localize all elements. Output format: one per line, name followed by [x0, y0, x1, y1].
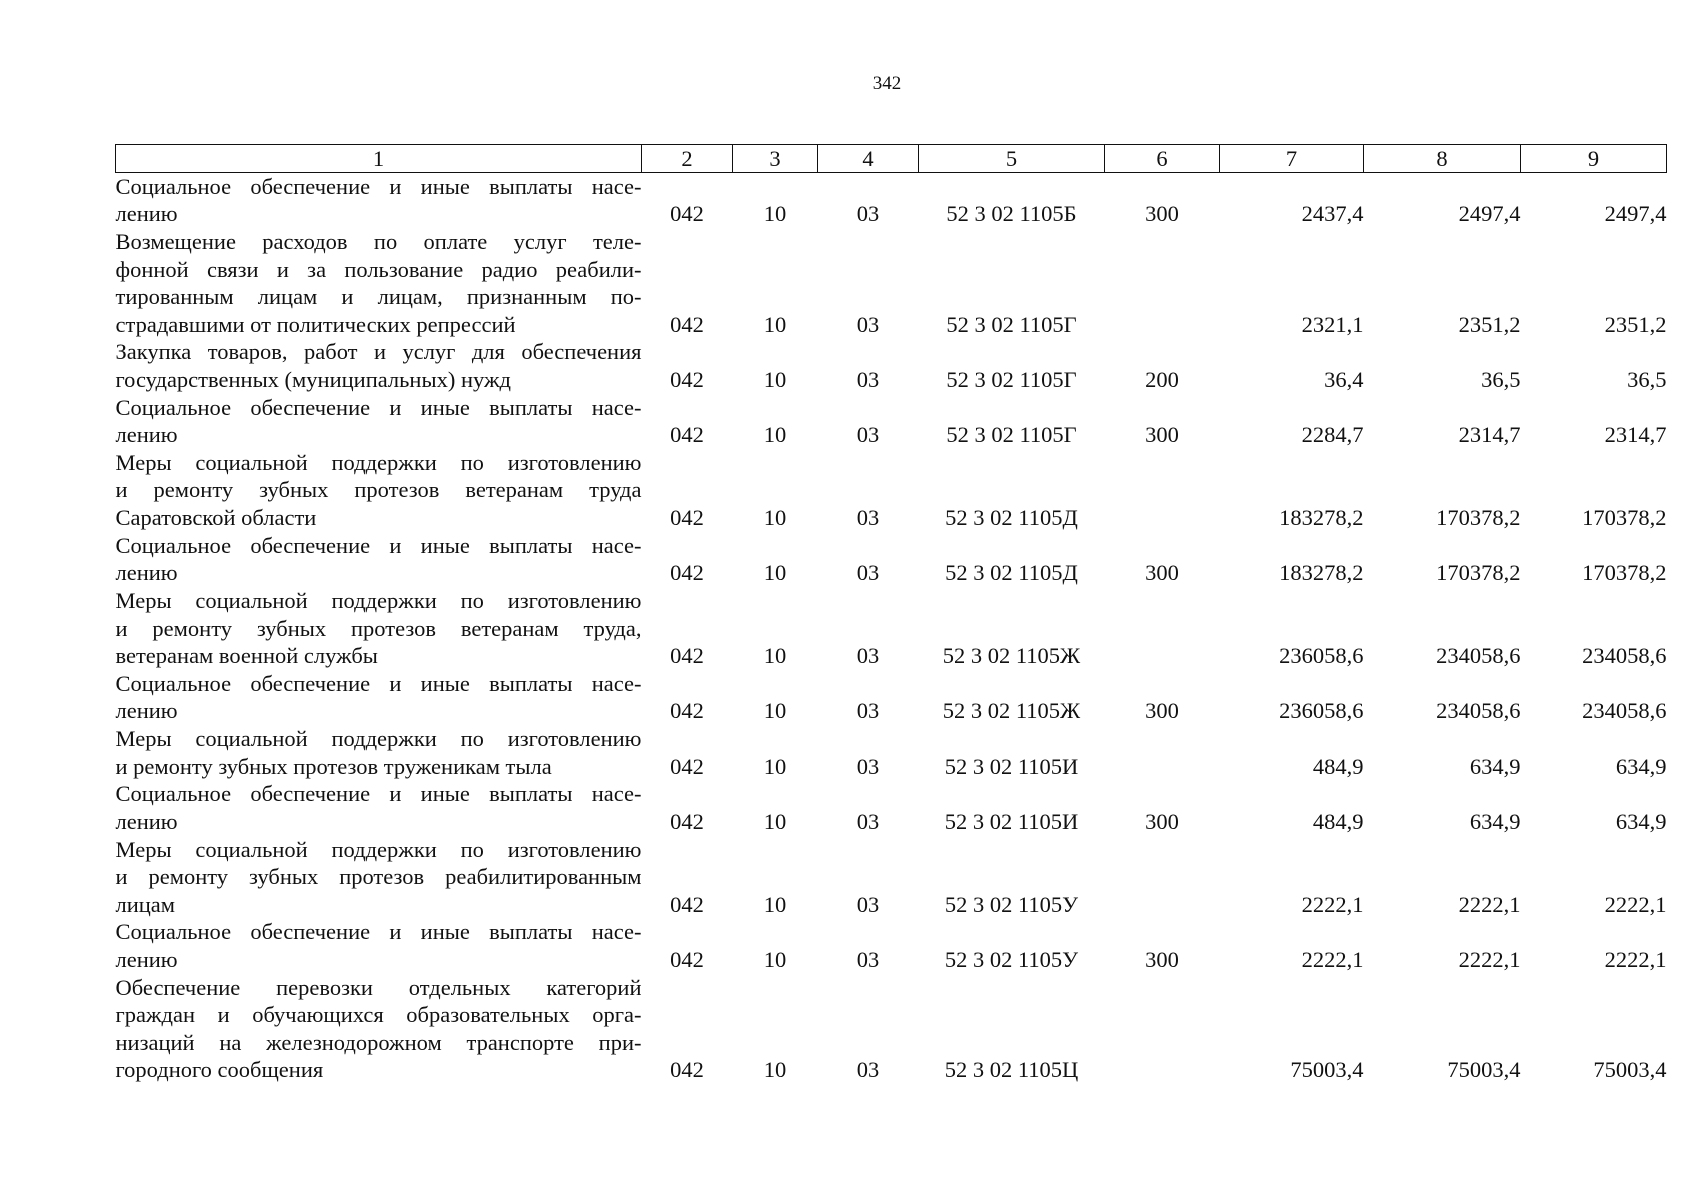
cell-ministry-code: 042: [670, 753, 704, 779]
row-description: [116, 338, 642, 393]
description-line: Социальное обеспечение и иные выплаты насе-: [115, 532, 642, 558]
row-description: [116, 449, 642, 532]
cell-expense-type: 200: [1145, 366, 1179, 392]
description-line: лению: [115, 201, 178, 227]
table-row: [116, 449, 1667, 532]
cell-amount-col9: 2351,2: [1604, 311, 1667, 337]
cell-amount-col9: 2222,1: [1604, 891, 1667, 917]
cell-section: 10: [763, 642, 787, 668]
table-row: [116, 725, 1667, 780]
cell-target-article: 52 3 02 1105Г: [946, 311, 1077, 337]
cell-amount-col8: 2222,1: [1458, 946, 1521, 972]
cell-amount-col7: 236058,6: [1279, 642, 1364, 668]
cell-target-article: 52 3 02 1105Ж: [942, 642, 1081, 668]
cell-expense-type: 300: [1145, 201, 1179, 227]
cell-ministry-code: 042: [670, 642, 704, 668]
table-body: [116, 173, 1667, 1084]
description-line: Закупка товаров, работ и услуг для обеспечения: [115, 339, 642, 365]
cell-amount-col9: 234058,6: [1582, 698, 1667, 724]
description-line: Меры социальной поддержки по изготовлению: [115, 836, 642, 862]
cell-subsection: 03: [856, 201, 880, 227]
table-row: [116, 394, 1667, 449]
cell-section: 10: [763, 311, 787, 337]
description-line: и ремонту зубных протезов реабилитированным: [115, 864, 642, 890]
cell-amount-col7: 2437,4: [1301, 201, 1364, 227]
cell-expense-type: 300: [1145, 698, 1179, 724]
row-description: [116, 394, 642, 449]
cell-expense-type: [1105, 449, 1220, 532]
cell-subsection: 03: [856, 642, 880, 668]
cell-subsection: 03: [856, 808, 880, 834]
cell-amount-col7: 2222,1: [1301, 891, 1364, 917]
cell-amount-col8: 634,9: [1469, 808, 1521, 834]
table-row: [116, 780, 1667, 835]
cell-amount-col8: 170378,2: [1436, 504, 1521, 530]
header-col-5: 5: [919, 145, 1105, 173]
row-description: [116, 173, 642, 229]
description-line: Социальное обеспечение и иные выплаты насе-: [115, 781, 642, 807]
cell-amount-col9: 234058,6: [1582, 642, 1667, 668]
cell-section: 10: [763, 201, 787, 227]
cell-subsection: 03: [856, 560, 880, 586]
description-line: граждан и обучающихся образовательных орга-: [115, 1002, 642, 1028]
row-description: [116, 974, 642, 1084]
description-line: Меры социальной поддержки по изготовлению: [115, 726, 642, 752]
cell-target-article: 52 3 02 1105Ж: [942, 698, 1081, 724]
table-row: [116, 173, 1667, 229]
cell-amount-col7: 484,9: [1312, 808, 1364, 834]
table-row: [116, 587, 1667, 670]
table-row: [116, 918, 1667, 973]
table-row: [116, 974, 1667, 1084]
cell-subsection: 03: [856, 891, 880, 917]
cell-expense-type: [1105, 587, 1220, 670]
cell-section: 10: [763, 808, 787, 834]
cell-amount-col9: 634,9: [1615, 753, 1667, 779]
cell-amount-col8: 634,9: [1469, 753, 1521, 779]
description-line: Меры социальной поддержки по изготовлению: [115, 450, 642, 476]
cell-subsection: 03: [856, 366, 880, 392]
header-col-6: 6: [1105, 145, 1220, 173]
cell-expense-type: [1105, 974, 1220, 1084]
header-col-3: 3: [733, 145, 818, 173]
description-line: ветеранам военной службы: [115, 642, 378, 668]
description-line: Социальное обеспечение и иные выплаты насе-: [115, 919, 642, 945]
description-line: фонной связи и за пользование радио реабили-: [115, 256, 642, 282]
description-line: Социальное обеспечение и иные выплаты насе-: [115, 670, 642, 696]
row-description: [116, 228, 642, 338]
description-line: Социальное обеспечение и иные выплаты насе-: [115, 394, 642, 420]
cell-ministry-code: 042: [670, 891, 704, 917]
cell-expense-type: 300: [1145, 946, 1179, 972]
cell-amount-col7: 183278,2: [1279, 504, 1364, 530]
cell-subsection: 03: [856, 504, 880, 530]
cell-amount-col7: 484,9: [1312, 753, 1364, 779]
header-col-7: 7: [1220, 145, 1364, 173]
row-description: [116, 836, 642, 919]
cell-amount-col7: 183278,2: [1279, 560, 1364, 586]
cell-ministry-code: 042: [670, 201, 704, 227]
description-line: низаций на железнодорожном транспорте при-: [115, 1029, 642, 1055]
description-line: лению: [115, 698, 178, 724]
cell-ministry-code: 042: [670, 946, 704, 972]
cell-section: 10: [763, 560, 787, 586]
page-number: 342: [872, 73, 902, 94]
cell-ministry-code: 042: [670, 1057, 704, 1082]
description-line: страдавшими от политических репрессий: [115, 311, 516, 337]
description-line: государственных (муниципальных) нужд: [115, 366, 511, 392]
budget-table: [115, 144, 1667, 1084]
row-description: [116, 670, 642, 725]
header-col-2: 2: [642, 145, 733, 173]
cell-target-article: 52 3 02 1105Г: [946, 422, 1077, 448]
cell-amount-col9: 2314,7: [1604, 422, 1667, 448]
cell-amount-col7: 236058,6: [1279, 698, 1364, 724]
cell-amount-col9: 36,5: [1627, 366, 1667, 392]
cell-amount-col8: 36,5: [1481, 366, 1521, 392]
cell-expense-type: 300: [1145, 422, 1179, 448]
cell-expense-type: 300: [1145, 808, 1179, 834]
cell-section: 10: [763, 422, 787, 448]
row-description: [116, 725, 642, 780]
cell-amount-col7: 2222,1: [1301, 946, 1364, 972]
cell-amount-col9: 2222,1: [1604, 946, 1667, 972]
description-line: лению: [115, 560, 178, 586]
row-description: [116, 918, 642, 973]
cell-expense-type: [1105, 228, 1220, 338]
cell-ministry-code: 042: [670, 808, 704, 834]
description-line: Социальное обеспечение и иные выплаты насе-: [115, 174, 642, 199]
cell-ministry-code: 042: [670, 366, 704, 392]
description-line: Меры социальной поддержки по изготовлению: [115, 588, 642, 614]
cell-amount-col8: 2314,7: [1458, 422, 1521, 448]
cell-expense-type: [1105, 725, 1220, 780]
description-line: городного сообщения: [115, 1057, 324, 1082]
table-row: [116, 532, 1667, 587]
header-col-9: 9: [1521, 145, 1667, 173]
description-line: лению: [115, 808, 178, 834]
description-line: лению: [115, 422, 178, 448]
cell-target-article: 52 3 02 1105Г: [946, 366, 1077, 392]
cell-section: 10: [763, 946, 787, 972]
cell-amount-col9: 75003,4: [1593, 1057, 1667, 1082]
cell-ministry-code: 042: [670, 560, 704, 586]
cell-amount-col9: 2497,4: [1604, 201, 1667, 227]
cell-amount-col8: 234058,6: [1436, 698, 1521, 724]
table-row: [116, 338, 1667, 393]
cell-target-article: 52 3 02 1105И: [944, 753, 1079, 779]
cell-subsection: 03: [856, 1057, 880, 1082]
header-col-8: 8: [1364, 145, 1521, 173]
table-row: [116, 670, 1667, 725]
cell-ministry-code: 042: [670, 504, 704, 530]
cell-ministry-code: 042: [670, 311, 704, 337]
cell-target-article: 52 3 02 1105У: [944, 891, 1079, 917]
cell-section: 10: [763, 366, 787, 392]
cell-amount-col8: 234058,6: [1436, 642, 1521, 668]
table-row: [116, 228, 1667, 338]
cell-target-article: 52 3 02 1105И: [944, 808, 1079, 834]
cell-amount-col9: 170378,2: [1582, 504, 1667, 530]
cell-target-article: 52 3 02 1105Ц: [944, 1057, 1079, 1082]
cell-amount-col8: 2497,4: [1458, 201, 1521, 227]
cell-amount-col8: 170378,2: [1436, 560, 1521, 586]
cell-target-article: 52 3 02 1105У: [944, 946, 1079, 972]
cell-section: 10: [763, 1057, 787, 1082]
description-line: лицам: [115, 891, 176, 917]
cell-target-article: 52 3 02 1105Б: [946, 201, 1077, 227]
cell-subsection: 03: [856, 753, 880, 779]
cell-target-article: 52 3 02 1105Д: [945, 504, 1078, 530]
cell-subsection: 03: [856, 422, 880, 448]
cell-amount-col7: 36,4: [1324, 366, 1364, 392]
row-description: [116, 532, 642, 587]
cell-subsection: 03: [856, 311, 880, 337]
description-line: тированным лицам и лицам, признанным по-: [115, 284, 642, 310]
cell-subsection: 03: [856, 946, 880, 972]
description-line: и ремонту зубных протезов ветеранам труда: [115, 477, 642, 503]
column-number-header: [116, 145, 1667, 173]
description-line: Саратовской области: [115, 504, 317, 530]
row-description: [116, 587, 642, 670]
description-line: и ремонту зубных протезов ветеранам труда,: [115, 615, 642, 641]
cell-section: 10: [763, 753, 787, 779]
cell-amount-col8: 2222,1: [1458, 891, 1521, 917]
cell-amount-col9: 170378,2: [1582, 560, 1667, 586]
description-line: и ремонту зубных протезов труженикам тыла: [115, 753, 552, 779]
cell-amount-col7: 2284,7: [1301, 422, 1364, 448]
description-line: лению: [115, 946, 178, 972]
cell-amount-col7: 2321,1: [1301, 311, 1364, 337]
cell-subsection: 03: [856, 698, 880, 724]
description-line: Возмещение расходов по оплате услуг теле-: [115, 229, 642, 255]
cell-section: 10: [763, 698, 787, 724]
cell-amount-col9: 634,9: [1615, 808, 1667, 834]
table-row: [116, 836, 1667, 919]
cell-expense-type: [1105, 836, 1220, 919]
cell-target-article: 52 3 02 1105Д: [945, 560, 1078, 586]
header-col-4: 4: [818, 145, 919, 173]
cell-amount-col8: 75003,4: [1447, 1057, 1521, 1082]
header-col-1: 1: [116, 145, 642, 173]
cell-expense-type: 300: [1145, 560, 1179, 586]
description-line: Обеспечение перевозки отдельных категорий: [115, 974, 642, 1000]
cell-amount-col7: 75003,4: [1290, 1057, 1364, 1082]
cell-section: 10: [763, 504, 787, 530]
cell-ministry-code: 042: [670, 422, 704, 448]
cell-section: 10: [763, 891, 787, 917]
cell-amount-col8: 2351,2: [1458, 311, 1521, 337]
cell-ministry-code: 042: [670, 698, 704, 724]
row-description: [116, 780, 642, 835]
